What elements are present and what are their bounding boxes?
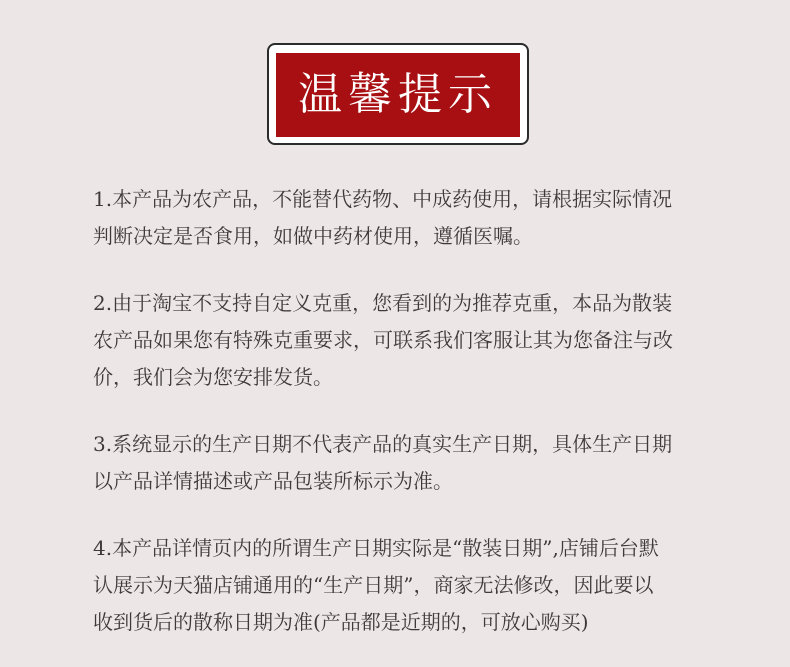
notice-item-1: 1.本产品为农产品，不能替代药物、中成药使用，请根据实际情况 判断决定是否食用，如做中药材使用，遵循医嘱。 — [93, 187, 673, 248]
notice-badge-frame — [267, 43, 529, 145]
notice-item-3: 3.系统显示的生产日期不代表产品的真实生产日期，具体生产日期 以产品详情描述或产品包装所标示为准。 — [93, 432, 673, 493]
notice-badge — [276, 53, 520, 137]
notice-list — [93, 181, 705, 641]
notice-item-4: 4.本产品详情页内的所谓生产日期实际是“散装日期”,店铺后台默 认展示为天猫店铺通用的“生产日期”，商家无法修改，因此要以 收到货后的散称日期为准(产品都是近期的，可放心购买) — [93, 536, 659, 634]
notice-item-2: 2.由于淘宝不支持自定义克重，您看到的为推荐克重，本品为散装 农产品如果您有特殊克重要求，可联系我们客服让其为您备注与改 价，我们会为您安排发货。 — [93, 291, 673, 389]
page-title: 温馨提示 — [298, 69, 498, 120]
